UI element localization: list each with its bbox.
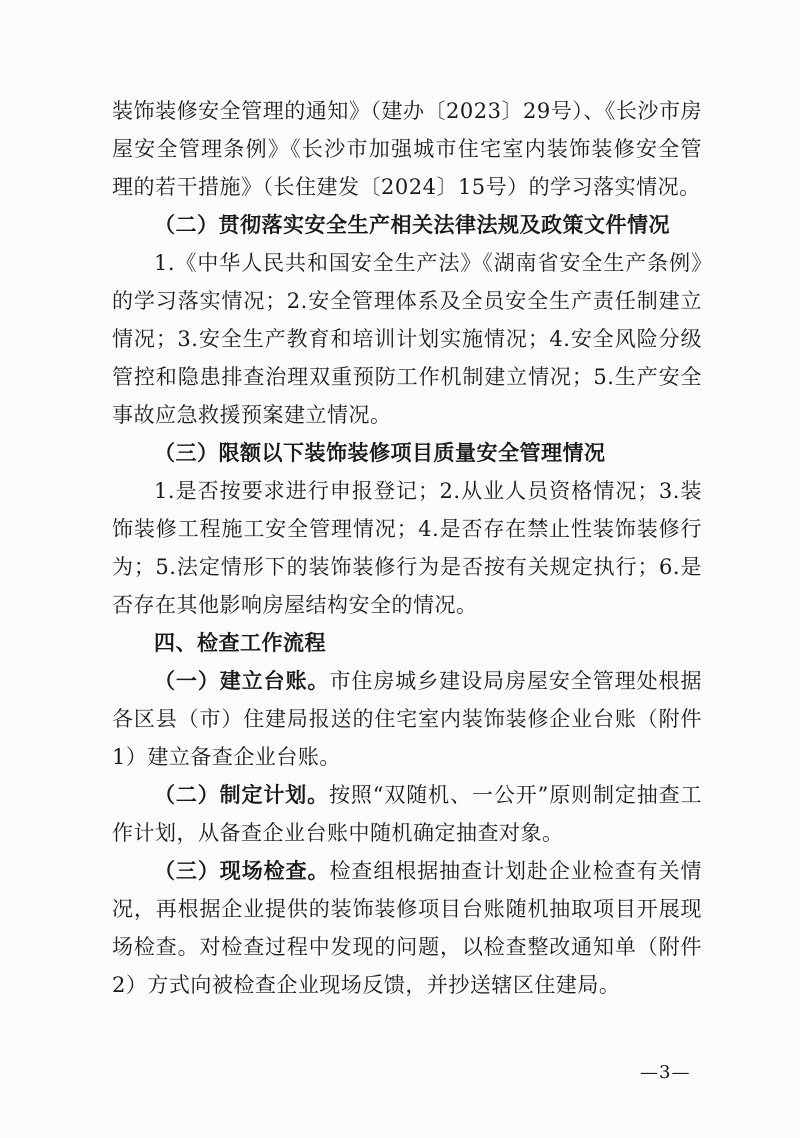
plan-text: 按照“双随机、一公开”原则制定抽查工作计划，从备查企业台账中随机确定抽查对象。 <box>112 783 702 845</box>
subheading-quality-safety: （三）限额以下装饰装修项目质量安全管理情况 <box>154 440 606 465</box>
page-number: —3— <box>640 1062 691 1083</box>
inspection-text: 检查组根据抽查计划赴企业检查有关情况，再根据企业提供的装饰装修项目台账随机抽取项目开展现场检查。对检查过程中发现的问题，以检查整改通知单（附件2）方式向被检查企业现场反馈，并抄送辖区住建局。 <box>112 859 702 997</box>
paragraph-laws-policies: 1.《中华人民共和国安全生产法》《湖南省安全生产条例》的学习落实情况；2.安全管理体系及全员安全生产责任制建立情况；3.安全生产教育和培训计划实施情况；4.安全风险分级管控和隐患排查治理双重预防工作机制建立情况；5.生产安全事故应急救援预案建立情况。 <box>112 251 702 427</box>
paragraph-quality-safety: 1.是否按要求进行申报登记；2.从业人员资格情况；3.装饰装修工程施工安全管理情况；4.是否存在禁止性装饰装修行为；5.法定情形下的装饰装修行为是否按有关规定执行；6.是否存在其他影响房屋结构安全的情况。 <box>112 479 702 617</box>
inspection-lead: （三）现场检查。 <box>154 858 330 883</box>
paragraph-continuation: 装饰装修安全管理的通知》（建办〔2023〕29号）、《长沙市房屋安全管理条例》《长沙市加强城市住宅室内装饰装修安全管理的若干措施》（长住建发〔2024〕15号）的学习落实情况。 <box>112 99 702 199</box>
ledger-lead: （一）建立台账。 <box>154 668 330 693</box>
plan-lead: （二）制定计划。 <box>154 782 330 807</box>
section-heading-workflow: 四、检查工作流程 <box>154 630 326 655</box>
document-body <box>112 92 702 1004</box>
subheading-laws-policies: （二）贯彻落实安全生产相关法律法规及政策文件情况 <box>154 212 670 237</box>
paragraph-plan <box>112 776 702 852</box>
paragraph-ledger <box>112 662 702 776</box>
ledger-text: 市住房城乡建设局房屋安全管理处根据各区县（市）住建局报送的住宅室内装饰装修企业台账（附件1）建立备查企业台账。 <box>112 669 702 769</box>
paragraph-inspection <box>112 852 702 1004</box>
